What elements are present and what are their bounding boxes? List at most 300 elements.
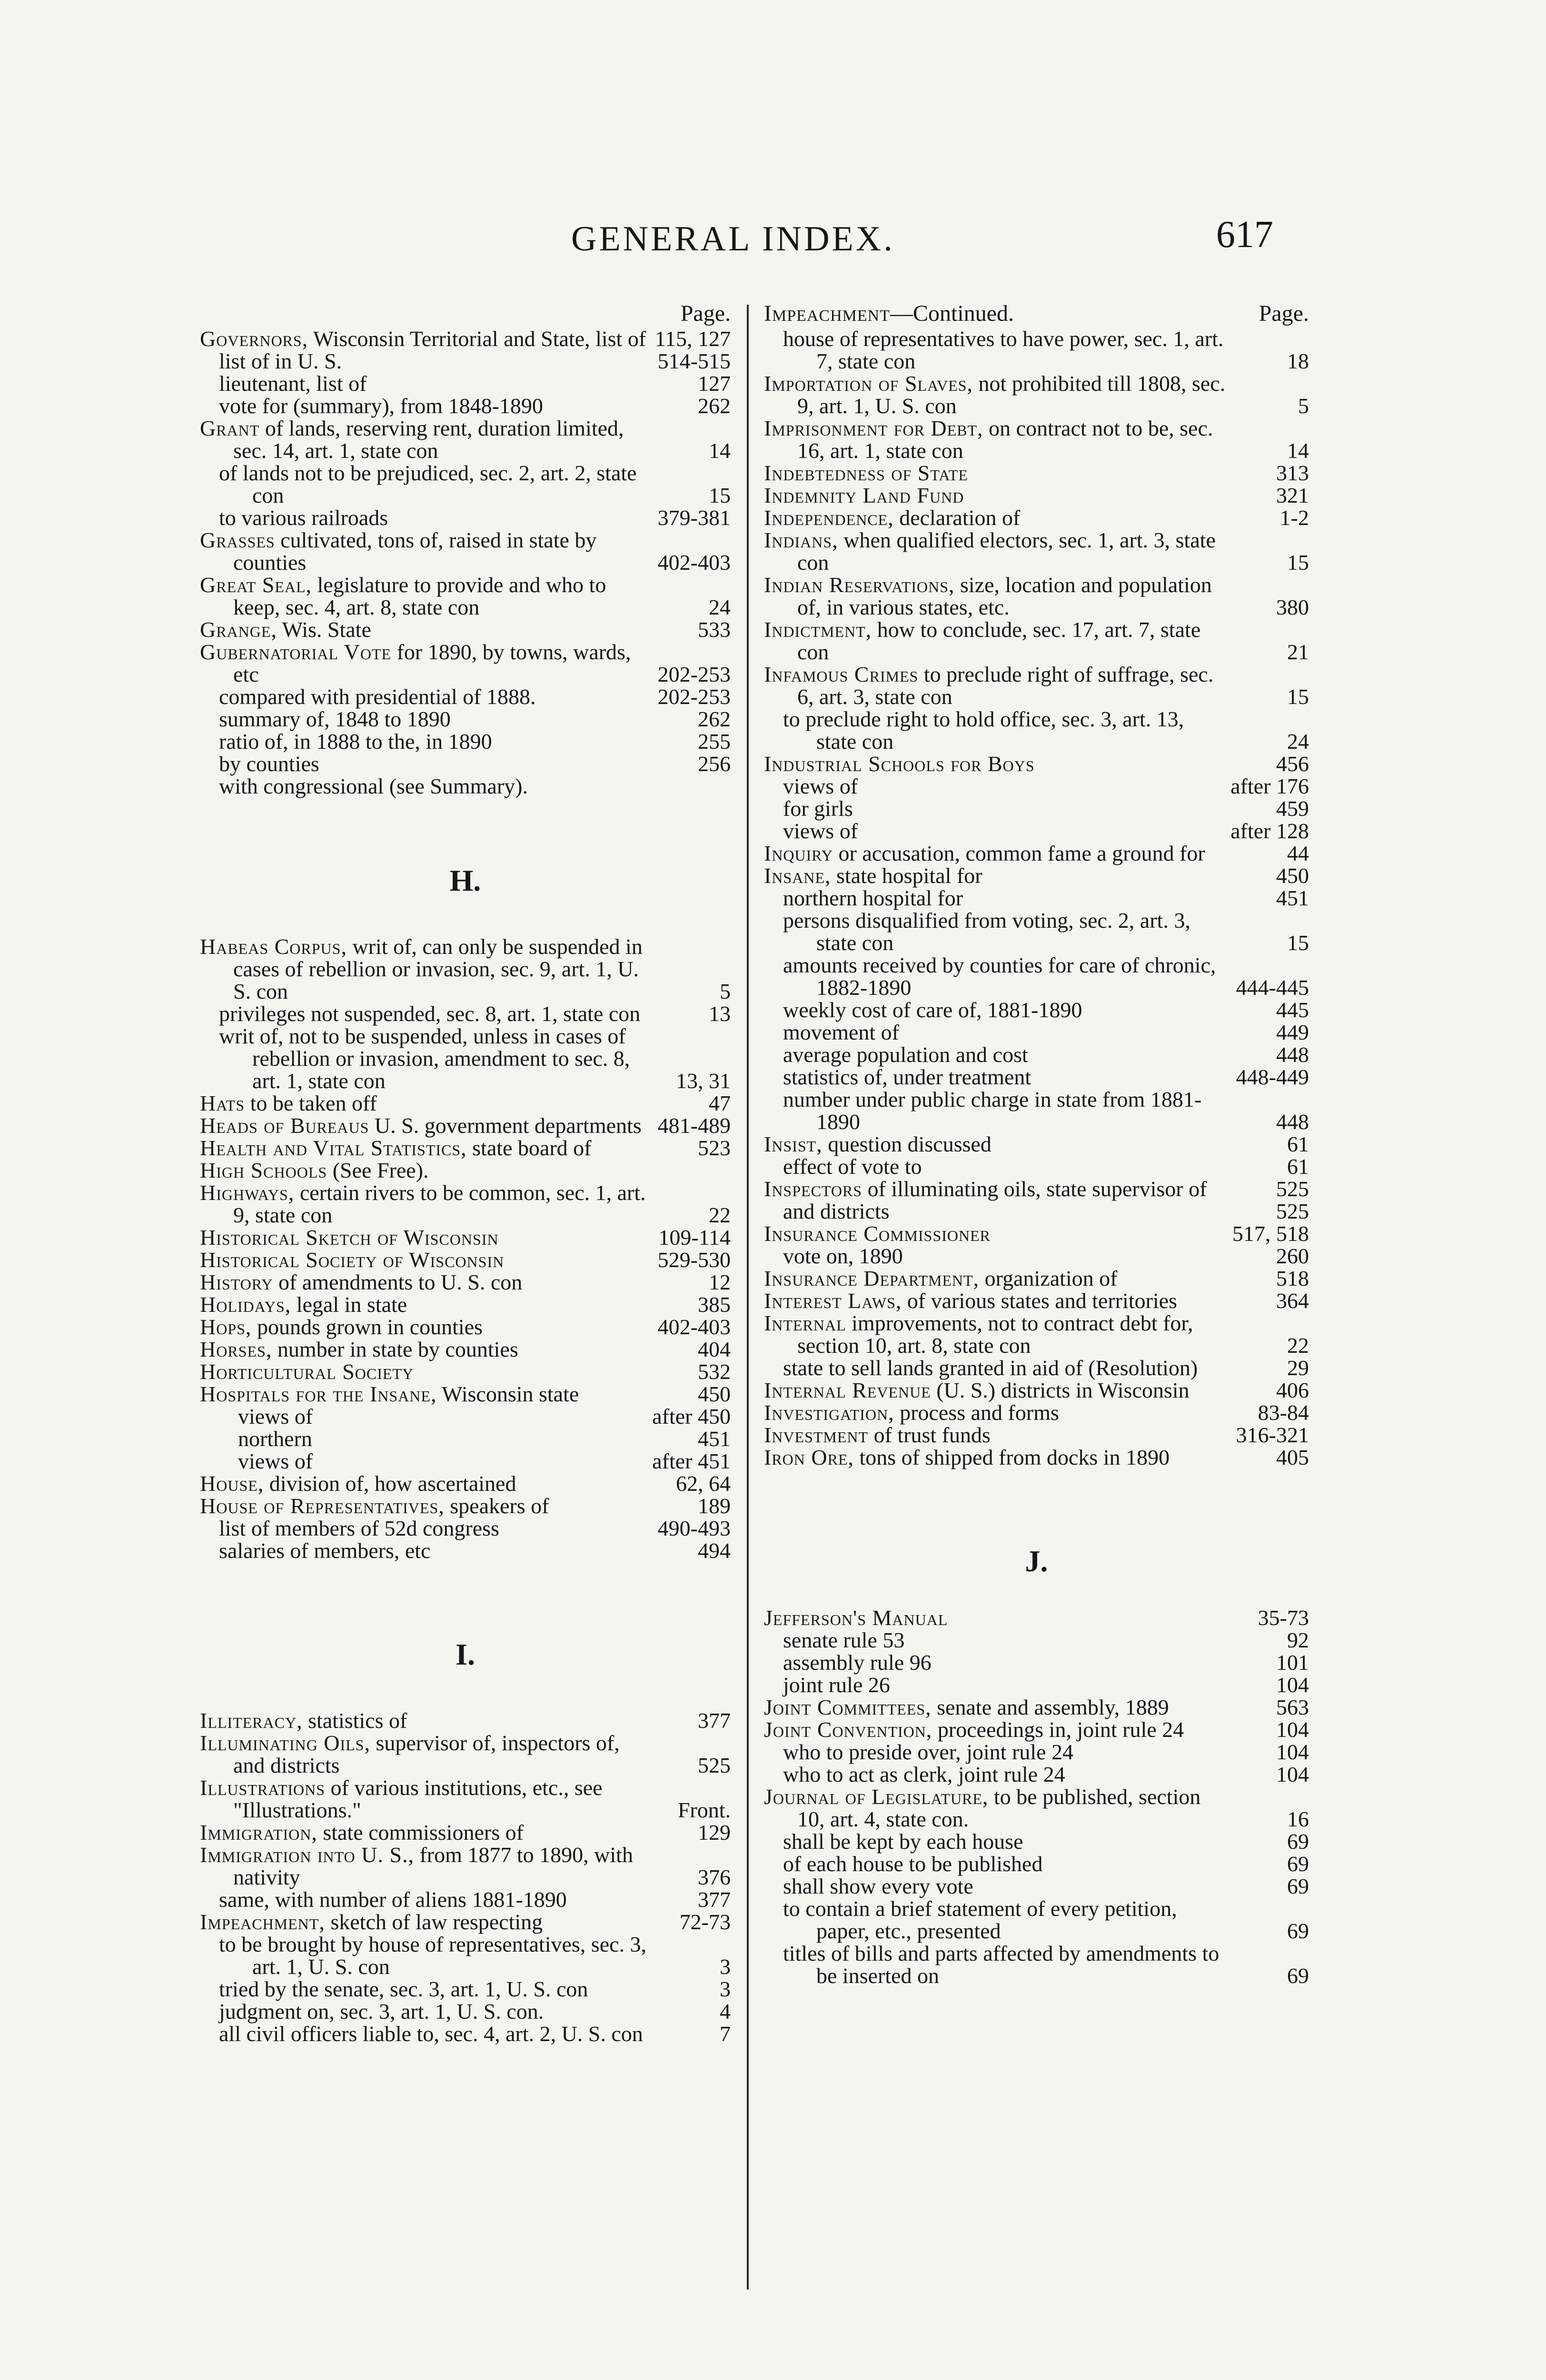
entry-heading: Jefferson's Manual [764,1606,948,1630]
entry-text: to contain a brief statement of every petition, paper, etc., presented [783,1896,1177,1943]
entry-page-ref: 62, 64 [676,1471,731,1496]
entry-page-ref: 18 [1287,349,1309,373]
entry-page-ref: 14 [709,438,731,463]
entry-text: of trust funds [873,1423,991,1447]
index-entry [764,842,1309,864]
entry-text: supervisor of, inspectors of, and districts [233,1731,620,1777]
index-entry [764,1674,1309,1696]
left-page-label-row [200,300,731,327]
index-entry [200,730,731,753]
entry-page-ref: 402-403 [657,550,731,575]
entry-text: state board of [472,1136,592,1160]
entry-page-ref: 69 [1287,1919,1309,1943]
index-entry [200,753,731,775]
entry-text: of various institutions, etc., see "Illustrations." [233,1775,603,1822]
entry-text: writ of, can only be suspended in cases of rebellion or invasion, sec. 9, art. 1, U. S. con [233,934,643,1003]
entry-text: process and forms [900,1400,1059,1425]
entry-page-ref: 255 [698,729,731,754]
entry-text: who to preside over, joint rule 24 [783,1740,1074,1764]
entry-page-ref: 406 [1276,1378,1309,1402]
index-entry [764,1245,1309,1267]
entry-page-ref: 494 [698,1538,731,1563]
entry-text: by counties [219,752,319,776]
index-entry [764,1267,1309,1289]
entry-text: sketch of law respecting [330,1910,543,1934]
section-letter-j: J. [1025,1544,1048,1578]
entry-text: assembly rule 96 [783,1650,932,1675]
entry-page-ref: 15 [1287,684,1309,709]
index-entry [764,1021,1309,1043]
entry-text: how to conclude, sec. 17, art. 7, state con [797,617,1201,664]
entry-page-ref: 260 [1276,1244,1309,1268]
entry-page-ref: 377 [698,1708,731,1733]
entry-text: northern hospital for [783,886,963,910]
entry-page-ref: 115, 127 [654,327,731,351]
index-entry [764,1178,1309,1200]
entry-heading: Illuminating Oils, [200,1731,370,1755]
entry-text: tried by the senate, sec. 3, art. 1, U. S. con [219,1977,588,2001]
entry-page-ref: 83-84 [1258,1400,1309,1425]
index-entry [200,935,731,1002]
index-entry [764,1200,1309,1222]
entry-heading: Horses, [200,1337,272,1361]
entry-page-ref: 529-530 [657,1248,731,1272]
entry-heading: Independence, [764,506,894,530]
entry-text: for 1890, by towns, wards, etc [233,640,631,686]
entry-page-ref: 525 [1276,1177,1309,1201]
entry-page-ref: 316-321 [1236,1423,1309,1447]
index-entry [764,1424,1309,1446]
index-entry [764,1718,1309,1741]
entry-text: speakers of [450,1494,549,1518]
entry-text: size, location and population of, in various states, etc. [797,573,1212,619]
entry-page-ref: 385 [698,1292,731,1317]
index-entry [200,1249,731,1271]
entry-heading: Inspectors [764,1177,862,1201]
entry-text: to various railroads [219,506,388,530]
index-entry [764,1043,1309,1066]
index-entry [200,1539,731,1562]
i-entries-list [200,1709,731,2045]
entry-text: statistics of, under treatment [783,1065,1031,1089]
index-entry [200,574,731,618]
entry-text: compared with presidential of 1888. [219,684,536,709]
index-entry [764,797,1309,820]
entry-heading: Iron Ore, [764,1445,854,1469]
index-entry [200,1360,731,1383]
entry-text: cultivated, tons of, raised in state by counties [233,528,597,575]
entry-text: views of [238,1449,313,1473]
entry-page-ref: 514-515 [657,349,731,373]
entry-heading: Hospitals for the Insane, [200,1382,437,1406]
entry-page-ref: 16 [1287,1807,1309,1831]
entry-heading: Insurance Commissioner [764,1221,991,1246]
entry-text: (U. S.) districts in Wisconsin [936,1378,1189,1402]
entry-page-ref: 5 [1298,394,1309,418]
entry-text: senate and assembly, 1889 [937,1695,1169,1719]
entry-text: of various states and territories [907,1289,1178,1313]
entry-text: senate rule 53 [783,1628,905,1652]
index-entry [764,1312,1309,1357]
index-entry [200,618,731,641]
entry-page-ref: 459 [1276,796,1309,821]
entry-page-ref: 563 [1276,1695,1309,1719]
entry-heading: Illustrations [200,1775,325,1800]
entry-text: salaries of members, etc [219,1538,431,1563]
entry-text: list of members of 52d congress [219,1516,499,1540]
section-letter-i: I. [456,1637,475,1671]
entry-page-ref: 7 [720,2022,731,2046]
entry-text: U. S. government departments [374,1113,642,1138]
entry-heading: Indebtedness of State [764,461,969,485]
entry-page-ref: 92 [1287,1628,1309,1652]
entry-page-ref: 5 [720,979,731,1003]
entry-heading: High Schools [200,1158,327,1182]
entry-page-ref: 456 [1276,752,1309,776]
entry-text: declaration of [899,506,1021,530]
entry-heading: Immigration, [200,1820,317,1844]
index-entry [764,1357,1309,1379]
index-entry [200,1517,731,1539]
entry-heading: Holidays, [200,1292,291,1317]
entry-text: ratio of, in 1888 to the, in 1890 [219,729,492,754]
entry-heading: House, [200,1471,264,1496]
index-entry [200,372,731,395]
entry-text: certain rivers to be common, sec. 1, art. 9, state con [233,1180,646,1227]
index-entry [764,1875,1309,1897]
entry-text: Wisconsin state [442,1382,579,1406]
right-column [764,300,1309,1987]
index-entry [200,1776,731,1821]
left-page-label: Page. [680,301,731,326]
entry-heading: Indictment, [764,617,872,642]
entry-page-ref: 22 [1287,1333,1309,1358]
index-entry [200,775,731,797]
entry-heading: Internal Revenue [764,1378,931,1402]
entry-heading: Illiteracy, [200,1708,303,1733]
index-entry [764,372,1309,417]
entry-text: when qualified electors, sec. 1, art. 3, state con [797,528,1216,575]
entry-page-ref: 3 [720,1977,731,2001]
entry-page-ref: 523 [698,1136,731,1160]
entry-heading: Joint Convention, [764,1717,932,1742]
index-entry [764,663,1309,708]
entry-page-ref: 72-73 [679,1910,731,1934]
entry-text: to be brought by house of representatives, sec. 3, art. 1, U. S. con [219,1932,647,1979]
right-page-label-row [764,300,1309,327]
entry-page-ref: 15 [1287,550,1309,575]
entry-page-ref: 376 [698,1865,731,1889]
index-entry [200,417,731,462]
entry-text: state commissioners of [323,1820,524,1844]
column-divider [747,305,749,2290]
index-entry [200,1405,731,1428]
index-entry [764,1629,1309,1651]
index-entry [764,864,1309,887]
entry-page-ref: 3 [720,1954,731,1979]
entry-page-ref: 22 [709,1203,731,1227]
entry-page-ref: 262 [698,707,731,731]
index-entry [200,1181,731,1226]
index-entry [200,1495,731,1517]
entry-page-ref: 377 [698,1887,731,1912]
entry-text: house of representatives to have power, sec. 1, art. 7, state con [783,327,1224,373]
entry-page-ref: 61 [1287,1132,1309,1156]
entry-page-ref: 451 [698,1427,731,1451]
entry-page-ref: Front. [677,1798,731,1822]
index-entry [764,327,1309,372]
index-entry [200,708,731,730]
entry-text: lieutenant, list of [219,371,367,396]
entry-heading: Imprisonment for Debt, [764,416,983,440]
entry-page-ref: 380 [1276,595,1309,619]
entry-text: organization of [984,1266,1118,1290]
entry-text: number under public charge in state from 1881-1890 [783,1087,1202,1134]
entry-page-ref: 518 [1276,1266,1309,1290]
entry-text: of amendments to U. S. con [278,1270,523,1294]
entry-page-ref: 69 [1287,1829,1309,1854]
index-entry [764,999,1309,1021]
entry-text: writ of, not to be suspended, unless in cases of rebellion or invasion, amendment to sec. 8, art. 1, state con [219,1024,630,1093]
entry-heading: Grasses [200,528,275,552]
entry-text: judgment on, sec. 3, art. 1, U. S. con. [219,1999,544,2023]
index-entry [200,1732,731,1776]
entry-page-ref: 101 [1276,1650,1309,1675]
entry-page-ref: after 176 [1230,774,1309,798]
index-entry [200,1316,731,1338]
entry-text: with congressional (see Summary). [219,774,528,798]
entry-page-ref: 517, 518 [1232,1221,1309,1246]
entry-heading: Grant [200,416,260,440]
entry-heading: Importation of Slaves, [764,371,973,396]
entry-page-ref: 490-493 [657,1516,731,1540]
entry-page-ref: 127 [698,371,731,396]
entry-heading: Journal of Legislature, [764,1785,989,1809]
entry-text: of lands, reserving rent, duration limited, sec. 14, art. 1, state con [233,416,624,463]
entry-page-ref: 481-489 [657,1113,731,1138]
entry-page-ref: 24 [709,595,731,619]
entry-text: average population and cost [783,1042,1028,1067]
entry-page-ref: 405 [1276,1445,1309,1469]
entry-heading: Impeachment, [200,1910,325,1934]
entry-text: and districts [783,1199,890,1223]
entry-text: tons of shipped from docks in 1890 [859,1445,1170,1469]
entry-heading: Health and Vital Statistics, [200,1136,467,1160]
entry-page-ref: 104 [1276,1673,1309,1697]
index-entry [764,1942,1309,1987]
index-entry [764,1830,1309,1853]
entry-text: vote on, 1890 [783,1244,903,1268]
entry-page-ref: 69 [1287,1852,1309,1876]
entry-text: (See Free). [332,1158,429,1182]
entry-heading: Great Seal, [200,573,312,597]
index-entry [200,1159,731,1181]
entry-text: Wis. State [282,617,371,642]
entry-text: northern [238,1427,312,1451]
continued-heading: Impeachment—Continued. [764,301,1014,326]
entry-page-ref: 450 [698,1382,731,1406]
entry-page-ref: 21 [1287,640,1309,664]
entry-heading: Historical Sketch of Wisconsin [200,1225,499,1250]
entry-heading: Joint Committees, [764,1695,932,1719]
index-entry [200,1911,731,1933]
entry-page-ref: 444-445 [1236,975,1309,1000]
index-entry [764,1446,1309,1468]
entry-heading: Investment [764,1423,869,1447]
index-entry [200,1709,731,1732]
entry-text: proceedings in, joint rule 24 [937,1717,1184,1742]
entry-heading: Habeas Corpus, [200,934,347,959]
entry-text: statistics of [308,1708,407,1733]
index-entry [200,1383,731,1405]
index-entry [764,506,1309,529]
index-entry [764,753,1309,775]
entry-heading: Historical Society of Wisconsin [200,1248,505,1272]
index-entry [764,1133,1309,1155]
entry-page-ref: 448-449 [1236,1065,1309,1089]
entry-heading: Hats [200,1091,245,1115]
left-column [200,300,731,2045]
index-entry [200,2000,731,2023]
entry-text: views of [238,1404,313,1428]
index-entry [200,1114,731,1137]
entry-heading: Indemnity Land Fund [764,483,964,507]
entry-page-ref: 262 [698,394,731,418]
index-entry [200,1025,731,1092]
entry-text: pounds grown in counties [257,1315,483,1339]
g-entries-list [200,327,731,797]
entry-text: shall be kept by each house [783,1829,1023,1854]
index-entry [764,1606,1309,1629]
index-entry [200,1226,731,1249]
index-entry [764,708,1309,753]
index-entry [200,462,731,506]
entry-page-ref: after 450 [652,1404,731,1428]
entry-heading: History [200,1270,273,1294]
page-title: GENERAL INDEX. [571,219,895,258]
entry-heading: Inquiry [764,841,833,865]
entry-text: weekly cost of care of, 1881-1890 [783,998,1082,1022]
entry-page-ref: 404 [698,1337,731,1361]
entry-page-ref: 104 [1276,1740,1309,1764]
entry-heading: Insurance Department, [764,1266,980,1290]
entry-text: views of [783,774,858,798]
index-entry [200,1978,731,2000]
entry-page-ref: 47 [709,1091,731,1115]
entry-text: to be published, section 10, art. 4, state con. [797,1785,1201,1831]
page-header [0,213,1546,270]
h-entries-list [200,935,731,1562]
entry-page-ref: 14 [1287,438,1309,463]
index-entry [764,820,1309,842]
entry-page-ref: 1-2 [1279,506,1309,530]
index-entry [200,1338,731,1360]
entry-heading: Industrial Schools for Boys [764,752,1035,776]
entry-text: summary of, 1848 to 1890 [219,707,451,731]
entry-text: shall show every vote [783,1874,973,1898]
entry-page-ref: 525 [1276,1199,1309,1223]
index-entry [200,641,731,685]
entry-text: views of [783,819,858,843]
index-entry [764,618,1309,663]
entry-heading: Governors, [200,327,308,351]
index-entry [200,506,731,529]
entry-heading: Investigation, [764,1400,894,1425]
entry-page-ref: 44 [1287,841,1309,865]
entry-heading: House of Representatives, [200,1494,445,1518]
entry-page-ref: 69 [1287,1874,1309,1898]
entry-heading: Grange, [200,617,277,642]
entry-page-ref: 189 [698,1494,731,1518]
index-entry [764,775,1309,797]
entry-page-ref: 129 [698,1820,731,1844]
index-entry [200,395,731,417]
entry-page-ref: 15 [709,483,731,507]
entry-text: or accusation, common fame a ground for [838,841,1205,865]
entry-heading: Immigration into U. S., [200,1843,414,1867]
entry-page-ref: 379-381 [657,506,731,530]
entry-heading: Interest Laws, [764,1289,902,1313]
entry-text: all civil officers liable to, sec. 4, art. 2, U. S. con [219,2022,643,2046]
index-entry [764,954,1309,999]
entry-text: on contract not to be, sec. 16, art. 1, state con [797,416,1213,463]
entry-page-ref: 445 [1276,998,1309,1022]
entry-text: to preclude right of suffrage, sec. 6, art. 3, state con [797,662,1214,709]
entry-text: joint rule 26 [783,1673,890,1697]
index-entry [764,1897,1309,1942]
index-entry [764,1696,1309,1718]
entry-page-ref: 69 [1287,1964,1309,1988]
entry-text: vote for (summary), from 1848-1890 [219,394,543,418]
index-entry [764,1401,1309,1424]
entry-page-ref: 449 [1276,1020,1309,1044]
entry-heading: Indians, [764,528,838,552]
entry-heading: Horticultural Society [200,1359,414,1384]
entry-page-ref: 448 [1276,1110,1309,1134]
index-entry [764,1651,1309,1674]
index-entry [200,1472,731,1495]
index-entry [764,1222,1309,1245]
entry-page-ref: 450 [1276,863,1309,888]
index-entry [764,1785,1309,1830]
index-entry [200,1092,731,1114]
entry-page-ref: 202-253 [657,684,731,709]
entry-text: question discussed [828,1132,991,1156]
entry-text: division of, how ascertained [269,1471,516,1496]
index-entry [764,574,1309,618]
index-entry [764,1379,1309,1401]
entry-page-ref: 29 [1287,1356,1309,1380]
entry-text: legal in state [296,1292,407,1317]
entry-page-ref: 448 [1276,1042,1309,1067]
index-entry [200,1933,731,1978]
entry-text: to be taken off [250,1091,377,1115]
i-continued-entries-list [764,327,1309,1468]
index-entry [200,2023,731,2045]
entry-page-ref: 402-403 [657,1315,731,1339]
entry-page-ref: 61 [1287,1154,1309,1179]
right-page-label: Page. [1259,301,1309,326]
entry-page-ref: 4 [720,1999,731,2023]
index-entry [200,529,731,574]
entry-page-ref: 533 [698,617,731,642]
entry-page-ref: 13, 31 [676,1069,731,1093]
entry-heading: Gubernatorial Vote [200,640,392,664]
index-entry [764,1741,1309,1763]
index-entry [764,1853,1309,1875]
entry-text: state to sell lands granted in aid of (Resolution) [783,1356,1198,1380]
entry-page-ref: after 128 [1230,819,1309,843]
